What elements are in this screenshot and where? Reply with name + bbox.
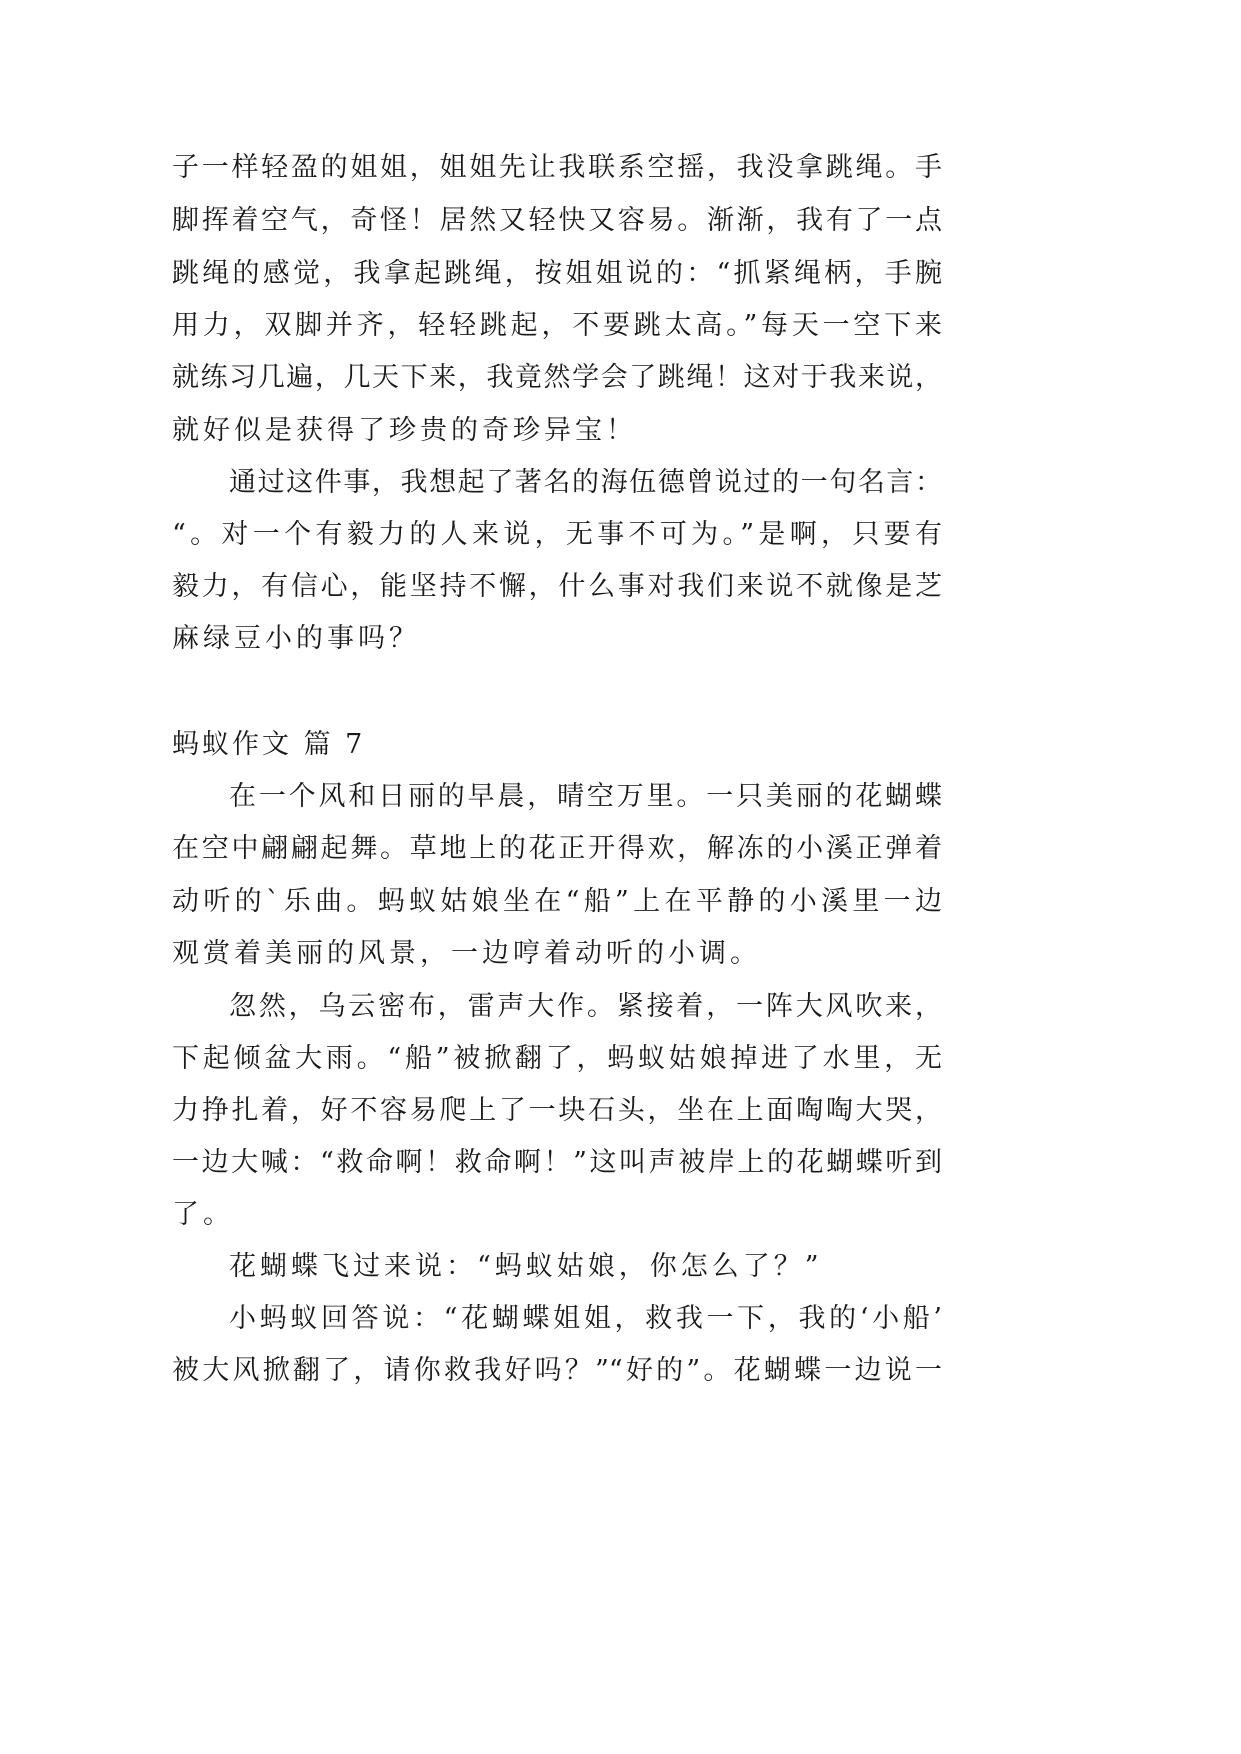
section-heading: 蚂蚁作文 篇 7 xyxy=(172,729,366,760)
text-line: 毅力，有信心，能坚持不懈，什么事对我们来说不就像是芝 xyxy=(172,571,942,602)
text-line: 通过这件事，我想起了著名的海伍德曾说过的一句名言： xyxy=(229,467,942,498)
text-line: 花蝴蝶飞过来说：“蚂蚁姑娘，你怎么了？” xyxy=(229,1251,823,1282)
text-line: 就练习几遍，几天下来，我竟然学会了跳绳！这对于我来说， xyxy=(172,362,942,393)
text-line: 动听的`乐曲。蚂蚁姑娘坐在“船”上在平静的小溪里一边 xyxy=(172,886,942,917)
text-line: 小蚂蚁回答说：“花蝴蝶姐姐，救我一下，我的‘小船’ xyxy=(229,1303,942,1334)
text-line: 观赏着美丽的风景，一边哼着动听的小调。 xyxy=(172,938,761,969)
text-line: 在空中翩翩起舞。草地上的花正开得欢，解冻的小溪正弹着 xyxy=(172,833,942,864)
text-line: 被大风掀翻了，请你救我好吗？”“好的”。花蝴蝶一边说一 xyxy=(172,1355,942,1386)
text-line: 力挣扎着，好不容易爬上了一块石头，坐在上面啕啕大哭， xyxy=(172,1095,942,1126)
text-line: 子一样轻盈的姐姐，姐姐先让我联系空摇，我没拿跳绳。手 xyxy=(172,152,942,183)
text-line: 用力，双脚并齐，轻轻跳起，不要跳太高。”每天一空下来 xyxy=(172,310,942,341)
text-line: 了。 xyxy=(172,1199,234,1230)
text-line: “。对一个有毅力的人来说，无事不可为。”是啊，只要有 xyxy=(172,519,942,550)
text-line: 跳绳的感觉，我拿起跳绳，按姐姐说的：“抓紧绳柄，手腕 xyxy=(172,258,942,289)
text-line: 脚挥着空气，奇怪！居然又轻快又容易。渐渐，我有了一点 xyxy=(172,205,942,236)
text-line: 在一个风和日丽的早晨，晴空万里。一只美丽的花蝴蝶 xyxy=(229,781,942,812)
text-line: 下起倾盆大雨。“船”被掀翻了，蚂蚁姑娘掉进了水里，无 xyxy=(172,1043,942,1074)
text-line: 就好似是获得了珍贵的奇珍异宝！ xyxy=(172,415,637,446)
text-line: 一边大喊：“救命啊！救命啊！”这叫声被岸上的花蝴蝶听到 xyxy=(172,1147,942,1178)
text-line: 忽然，乌云密布，雷声大作。紧接着，一阵大风吹来， xyxy=(229,991,942,1022)
text-line: 麻绿豆小的事吗？ xyxy=(172,623,420,654)
